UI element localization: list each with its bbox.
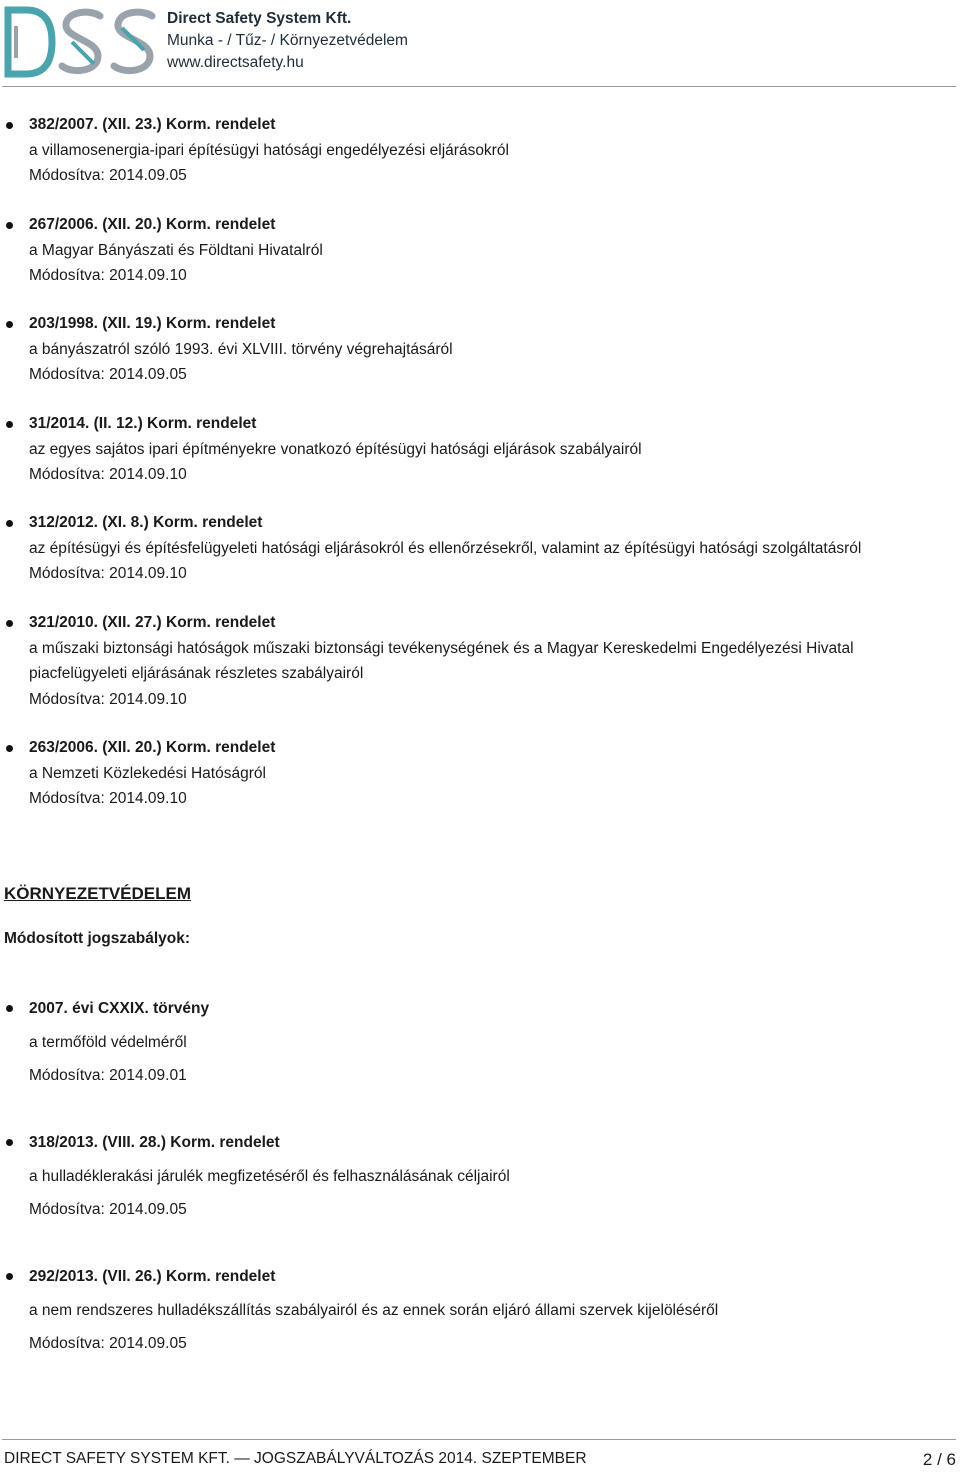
header-divider bbox=[2, 86, 956, 87]
list-item bbox=[0, 510, 955, 587]
bullet-icon bbox=[6, 1139, 13, 1146]
regulation-title: a Nemzeti Közlekedési Hatóságról bbox=[29, 764, 266, 782]
company-name: Direct Safety System Kft. bbox=[167, 10, 352, 27]
modified-date: Módosítva: 2014.09.05 bbox=[29, 366, 187, 383]
modified-date: Módosítva: 2014.09.10 bbox=[29, 267, 187, 284]
bullet-icon bbox=[6, 321, 13, 328]
regulation-title: a műszaki biztonsági hatóságok műszaki biztonsági tevékenységének és a Magyar Kereskedelmi Engedélyezési Hivatal bbox=[29, 639, 854, 657]
list-item bbox=[0, 311, 955, 388]
list-item bbox=[0, 411, 955, 488]
modified-date: Módosítva: 2014.09.10 bbox=[29, 790, 187, 807]
modified-date: Módosítva: 2014.09.05 bbox=[29, 1335, 187, 1352]
footer-divider bbox=[2, 1439, 956, 1440]
bullet-icon bbox=[6, 122, 13, 129]
bullet-icon bbox=[6, 1273, 13, 1280]
page-number: 2 / 6 bbox=[922, 1450, 956, 1469]
regulation-title: az egyes sajátos ipari építményekre vonatkozó építésügyi hatósági eljárások szabályairól bbox=[29, 440, 642, 458]
modified-date: Módosítva: 2014.09.10 bbox=[29, 565, 187, 582]
section-title: KÖRNYEZETVÉDELEM bbox=[4, 884, 192, 903]
regulation-title-continued: piacfelügyeleti eljárásának részletes szabályairól bbox=[29, 665, 364, 682]
bullet-icon bbox=[6, 421, 13, 428]
dss-logo bbox=[2, 2, 158, 80]
list-item bbox=[0, 735, 955, 812]
list-item bbox=[0, 610, 955, 712]
regulation-code: 318/2013. (VIII. 28.) Korm. rendelet bbox=[29, 1134, 280, 1151]
regulation-title: a hulladéklerakási járulék megfizetéséről és felhasználásának céljairól bbox=[29, 1167, 510, 1185]
modified-date: Módosítva: 2014.09.10 bbox=[29, 466, 187, 483]
regulation-code: 382/2007. (XII. 23.) Korm. rendelet bbox=[29, 116, 276, 133]
regulation-code: 2007. évi CXXIX. törvény bbox=[29, 1000, 210, 1017]
bullet-icon bbox=[6, 745, 13, 752]
regulation-code: 321/2010. (XII. 27.) Korm. rendelet bbox=[29, 614, 276, 631]
regulation-code: 263/2006. (XII. 20.) Korm. rendelet bbox=[29, 739, 276, 756]
list-item bbox=[0, 112, 955, 189]
company-tagline: Munka - / Tűz- / Környezetvédelem bbox=[167, 32, 408, 49]
bullet-icon bbox=[6, 1005, 13, 1012]
list-item bbox=[0, 1260, 955, 1361]
footer-title: DIRECT SAFETY SYSTEM KFT. — JOGSZABÁLYVÁLTOZÁS 2014. SZEPTEMBER bbox=[4, 1450, 587, 1467]
regulation-title: a termőföld védelméről bbox=[29, 1033, 187, 1051]
section-subtitle: Módosított jogszabályok: bbox=[4, 930, 190, 947]
regulation-title: a Magyar Bányászati és Földtani Hivatalról bbox=[29, 241, 323, 259]
regulation-code: 267/2006. (XII. 20.) Korm. rendelet bbox=[29, 216, 276, 233]
regulation-code: 31/2014. (II. 12.) Korm. rendelet bbox=[29, 415, 257, 432]
company-info bbox=[167, 8, 408, 74]
regulation-code: 203/1998. (XII. 19.) Korm. rendelet bbox=[29, 315, 276, 332]
modified-date: Módosítva: 2014.09.10 bbox=[29, 690, 187, 708]
modified-date: Módosítva: 2014.09.05 bbox=[29, 1201, 187, 1218]
page-header bbox=[0, 0, 960, 90]
list-item bbox=[0, 1126, 955, 1227]
regulation-title: az építésügyi és építésfelügyeleti hatósági eljárásokról és ellenőrzésekről, valamint az építésügyi hatósági szolgáltatásról bbox=[29, 539, 862, 557]
list-item bbox=[0, 992, 955, 1093]
list-item bbox=[0, 212, 955, 289]
regulation-title: a nem rendszeres hulladékszállítás szabályairól és az ennek során eljáró állami szervek kijelöléséről bbox=[29, 1301, 719, 1319]
modified-date: Módosítva: 2014.09.05 bbox=[29, 167, 187, 184]
bullet-icon bbox=[6, 520, 13, 527]
bullet-icon bbox=[6, 620, 13, 627]
bullet-icon bbox=[6, 222, 13, 229]
regulation-title: a bányászatról szóló 1993. évi XLVIII. törvény végrehajtásáról bbox=[29, 340, 453, 358]
modified-date: Módosítva: 2014.09.01 bbox=[29, 1067, 187, 1084]
regulation-code: 312/2012. (XI. 8.) Korm. rendelet bbox=[29, 514, 263, 531]
regulation-title: a villamosenergia-ipari építésügyi hatósági engedélyezési eljárásokról bbox=[29, 141, 509, 159]
company-website: www.directsafety.hu bbox=[167, 54, 304, 71]
regulation-code: 292/2013. (VII. 26.) Korm. rendelet bbox=[29, 1268, 276, 1285]
